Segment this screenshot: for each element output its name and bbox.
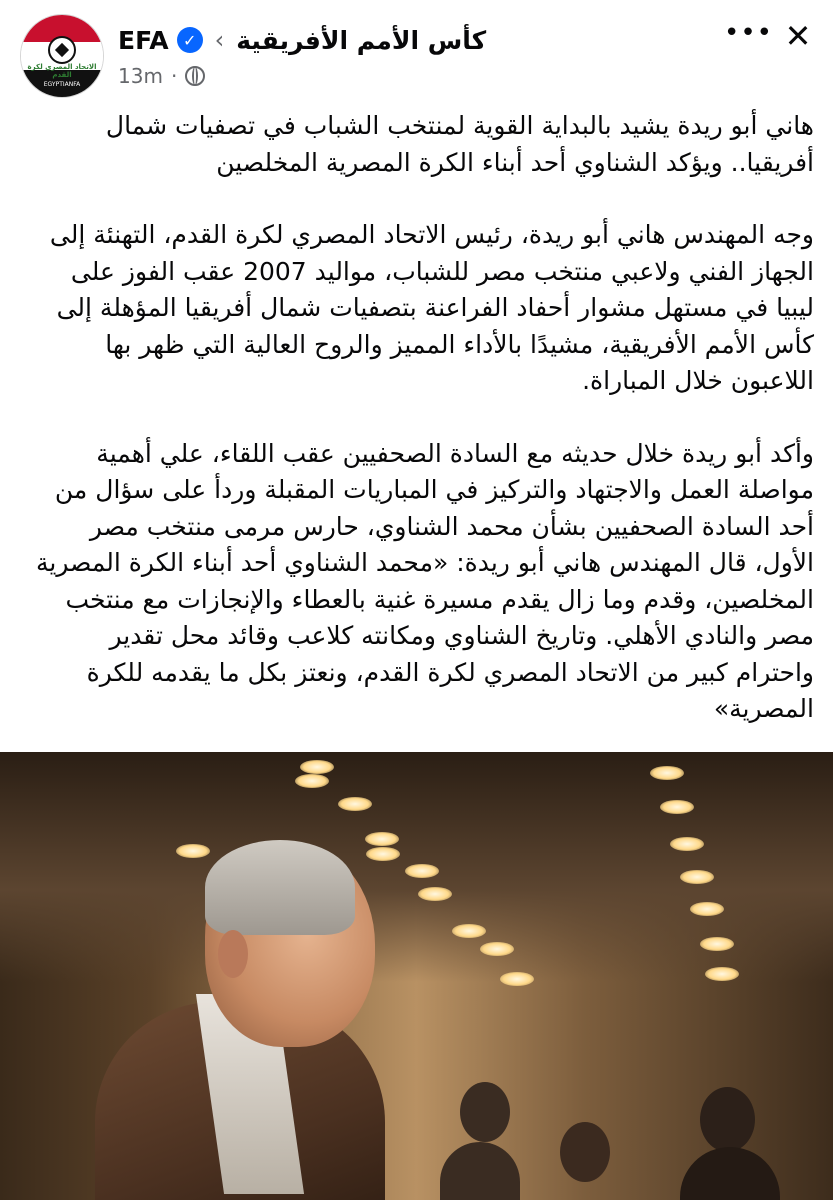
ceiling-light: [452, 924, 486, 938]
chevron-left-icon: ‹: [214, 26, 225, 54]
post-paragraph-quote: وأكد أبو ريدة خلال حديثه مع السادة الصحفيين عقب اللقاء، علي أهمية مواصلة العمل والاجتهاد والتركيز في المباريات المقبلة وردأ على سؤال من أحد السادة الصحفيين بشأن محمد الشناوي، حارس مرمى منتخب مصر الأول، قال المهندس هاني أبو ريدة: «محمد الشناوي أحد أبناء الكرة المصرية المخلصين، وقدم وما زال يقدم مسيرة غنية بالعطاء والإنجازات مع منتخب مصر والنادي الأهلي. وتاريخ الشناوي ومكانته كلاعب وقائد محل تقدير واحترام كبير من الاتحاد المصري لكرة القدم، ونعتز بكل ما يقدمه للكرة المصرية»: [36, 438, 814, 723]
background-person: [440, 1142, 520, 1200]
ceiling-light: [700, 937, 734, 951]
ceiling-light: [500, 972, 534, 986]
page-name-link[interactable]: EFA: [118, 25, 169, 55]
ceiling-light: [365, 832, 399, 846]
background-person: [460, 1082, 510, 1142]
ceiling-light: [338, 797, 372, 811]
globe-icon: [185, 66, 205, 86]
post-paragraph-headline: هاني أبو ريدة يشيد بالبداية القوية لمنتخب الشباب في تصفيات شمال أفريقيا.. ويؤكد الشناوي أحد أبناء الكرة المصرية المخلصين: [105, 111, 814, 177]
ceiling-light: [366, 847, 400, 861]
title-row: [118, 22, 486, 58]
man-ear: [218, 930, 248, 978]
background-person: [700, 1087, 755, 1152]
background-person: [680, 1147, 780, 1200]
post-header: [0, 0, 833, 100]
logo-text: الاتحاد المصري لكرة القدم: [27, 63, 97, 79]
ceiling-light: [690, 902, 724, 916]
post-paragraph-congrats: وجه المهندس هاني أبو ريدة، رئيس الاتحاد المصري لكرة القدم، التهنئة إلى الجهاز الفني ولاعبي منتخب مصر للشباب، مواليد 2007 عقب الفوز على ليبيا في مستهل مشوار أحفاد الفراعنة بتصفيات شمال أفريقيا المؤهلة إلى كأس الأمم الأفريقية، مشيدًا بالأداء المميز والروح العالية التي ظهر بها اللاعبون خلال المباراة.: [49, 220, 814, 395]
ceiling-light: [418, 887, 452, 901]
background-person: [560, 1122, 610, 1182]
post-body: [30, 108, 814, 764]
meta-separator: ·: [170, 64, 178, 88]
ceiling-light: [670, 837, 704, 851]
ceiling-light: [300, 760, 334, 774]
post-meta: [118, 62, 205, 90]
ceiling-light: [480, 942, 514, 956]
more-options-button[interactable]: •••: [724, 18, 774, 48]
ceiling-light: [705, 967, 739, 981]
verified-badge-icon: ✓: [177, 27, 203, 53]
ceiling-light: [660, 800, 694, 814]
page-avatar[interactable]: [20, 14, 104, 98]
ceiling-light: [176, 844, 210, 858]
close-button[interactable]: ✕: [784, 17, 812, 55]
logo-subtext: EGYPTIANFA: [43, 81, 81, 88]
ceiling-light: [405, 864, 439, 878]
ceiling-light: [680, 870, 714, 884]
ceiling-light: [295, 774, 329, 788]
post-time[interactable]: 13m: [118, 64, 163, 88]
ceiling-light: [650, 766, 684, 780]
group-name-link[interactable]: كأس الأمم الأفريقية: [236, 25, 487, 55]
man-hair: [205, 840, 355, 935]
post-photo[interactable]: [0, 752, 833, 1200]
football-icon: [48, 36, 76, 64]
